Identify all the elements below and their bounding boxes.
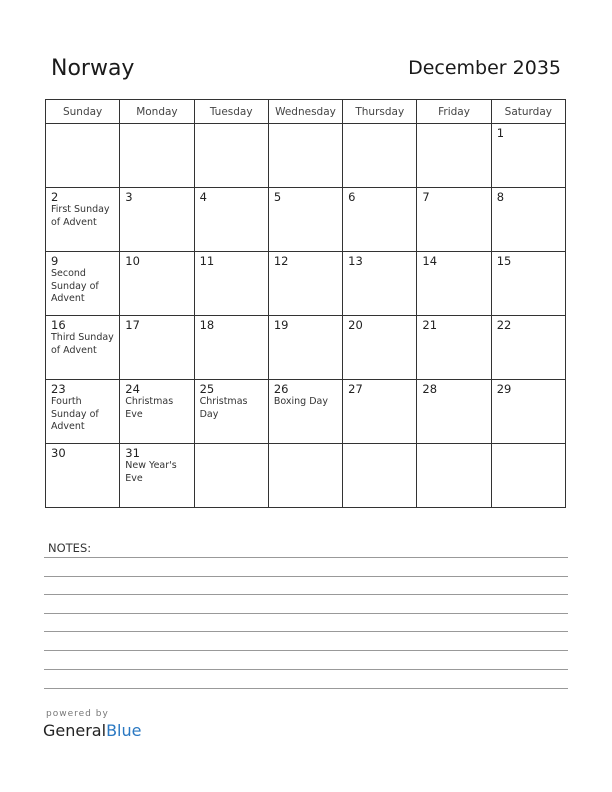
holiday-label: New Year's Eve bbox=[125, 460, 177, 484]
day-cell[interactable] bbox=[491, 316, 565, 380]
day-cell[interactable] bbox=[194, 380, 268, 444]
day-cell[interactable] bbox=[120, 444, 194, 508]
powered-by-text: powered by bbox=[46, 709, 109, 719]
brand-logo[interactable] bbox=[43, 721, 141, 740]
day-cell[interactable] bbox=[343, 124, 417, 188]
day-number: 23 bbox=[51, 382, 66, 396]
notes-line bbox=[44, 669, 568, 670]
day-cell[interactable] bbox=[268, 252, 342, 316]
day-number: 26 bbox=[273, 382, 289, 396]
day-cell[interactable] bbox=[343, 444, 417, 508]
day-number: 2 bbox=[51, 190, 59, 204]
day-number: 7 bbox=[422, 190, 430, 204]
day-cell[interactable] bbox=[491, 444, 565, 508]
day-cell[interactable] bbox=[120, 124, 194, 188]
day-cell[interactable] bbox=[46, 380, 120, 444]
brand-name-part2: Blue bbox=[106, 721, 142, 740]
calendar-week-row bbox=[46, 380, 566, 444]
day-number: 29 bbox=[496, 382, 512, 396]
notes-line bbox=[44, 613, 568, 614]
day-cell[interactable] bbox=[491, 188, 565, 252]
day-number: 21 bbox=[422, 318, 438, 332]
day-number: 6 bbox=[348, 190, 356, 204]
day-cell[interactable] bbox=[46, 316, 120, 380]
day-cell[interactable] bbox=[120, 380, 194, 444]
calendar-week-row bbox=[46, 316, 566, 380]
holiday-label: Boxing Day bbox=[273, 396, 328, 407]
notes-line bbox=[44, 650, 568, 651]
day-number: 10 bbox=[125, 254, 140, 268]
day-number: 1 bbox=[496, 126, 505, 140]
weekday-friday: Friday bbox=[417, 100, 491, 124]
day-cell[interactable] bbox=[268, 380, 342, 444]
calendar-week-row bbox=[46, 124, 566, 188]
holiday-label: Christmas Day bbox=[199, 396, 248, 420]
day-number: 17 bbox=[125, 318, 140, 332]
day-number: 8 bbox=[496, 190, 505, 204]
day-number: 13 bbox=[348, 254, 363, 268]
brand-name-part1: General bbox=[43, 721, 107, 740]
weekday-header-row bbox=[46, 100, 566, 124]
calendar-week-row bbox=[46, 252, 566, 316]
day-number: 25 bbox=[199, 382, 215, 396]
notes-label: NOTES: bbox=[48, 541, 92, 555]
day-number: 16 bbox=[51, 318, 66, 332]
holiday-label: Christmas Eve bbox=[125, 396, 174, 420]
day-number: 3 bbox=[125, 190, 133, 204]
day-cell[interactable] bbox=[46, 124, 120, 188]
day-cell[interactable] bbox=[268, 316, 342, 380]
notes-line bbox=[44, 688, 568, 689]
day-number: 11 bbox=[199, 254, 215, 268]
day-cell[interactable] bbox=[268, 124, 342, 188]
day-cell[interactable] bbox=[343, 252, 417, 316]
day-cell[interactable] bbox=[194, 124, 268, 188]
day-number: 27 bbox=[348, 382, 363, 396]
day-cell[interactable] bbox=[417, 188, 491, 252]
day-cell[interactable] bbox=[417, 316, 491, 380]
weekday-wednesday: Wednesday bbox=[268, 100, 342, 124]
day-number: 19 bbox=[273, 318, 289, 332]
weekday-saturday: Saturday bbox=[491, 100, 565, 124]
day-cell[interactable] bbox=[194, 444, 268, 508]
day-cell[interactable] bbox=[268, 188, 342, 252]
day-cell[interactable] bbox=[417, 124, 491, 188]
month-year-title: December 2035 bbox=[408, 57, 561, 79]
day-cell[interactable] bbox=[194, 316, 268, 380]
day-cell[interactable] bbox=[417, 380, 491, 444]
day-number: 4 bbox=[199, 190, 207, 204]
notes-line bbox=[44, 557, 568, 558]
day-cell[interactable] bbox=[491, 380, 565, 444]
calendar-week-row bbox=[46, 444, 566, 508]
day-cell[interactable] bbox=[417, 444, 491, 508]
day-number: 15 bbox=[496, 254, 512, 268]
day-cell[interactable] bbox=[343, 380, 417, 444]
day-number: 28 bbox=[422, 382, 438, 396]
day-cell[interactable] bbox=[491, 252, 565, 316]
day-number: 22 bbox=[496, 318, 512, 332]
day-number: 18 bbox=[199, 318, 215, 332]
day-cell[interactable] bbox=[46, 444, 120, 508]
day-cell[interactable] bbox=[491, 124, 565, 188]
notes-line bbox=[44, 594, 568, 595]
day-cell[interactable] bbox=[194, 188, 268, 252]
country-title: Norway bbox=[51, 56, 135, 81]
day-number: 24 bbox=[125, 382, 140, 396]
day-number: 31 bbox=[125, 446, 140, 460]
day-number: 30 bbox=[51, 446, 66, 460]
weekday-monday: Monday bbox=[120, 100, 194, 124]
holiday-label: Fourth Sunday of Advent bbox=[51, 396, 99, 432]
day-cell[interactable] bbox=[46, 252, 120, 316]
weekday-sunday: Sunday bbox=[46, 100, 120, 124]
day-cell[interactable] bbox=[120, 188, 194, 252]
day-number: 14 bbox=[422, 254, 438, 268]
day-cell[interactable] bbox=[194, 252, 268, 316]
calendar-grid bbox=[45, 99, 566, 508]
holiday-label: First Sunday of Advent bbox=[51, 204, 110, 228]
day-cell[interactable] bbox=[417, 252, 491, 316]
day-cell[interactable] bbox=[268, 444, 342, 508]
calendar-week-row bbox=[46, 188, 566, 252]
day-cell[interactable] bbox=[343, 188, 417, 252]
notes-line bbox=[44, 576, 568, 577]
day-cell[interactable] bbox=[343, 316, 417, 380]
day-cell[interactable] bbox=[46, 188, 120, 252]
day-number: 20 bbox=[348, 318, 363, 332]
notes-line bbox=[44, 631, 568, 632]
day-number: 12 bbox=[273, 254, 289, 268]
holiday-label: Third Sunday of Advent bbox=[51, 332, 114, 356]
day-cell[interactable] bbox=[120, 252, 194, 316]
day-number: 5 bbox=[273, 190, 282, 204]
day-number: 9 bbox=[51, 254, 59, 268]
weekday-thursday: Thursday bbox=[343, 100, 417, 124]
holiday-label: Second Sunday of Advent bbox=[51, 268, 99, 304]
weekday-tuesday: Tuesday bbox=[194, 100, 268, 124]
day-cell[interactable] bbox=[120, 316, 194, 380]
